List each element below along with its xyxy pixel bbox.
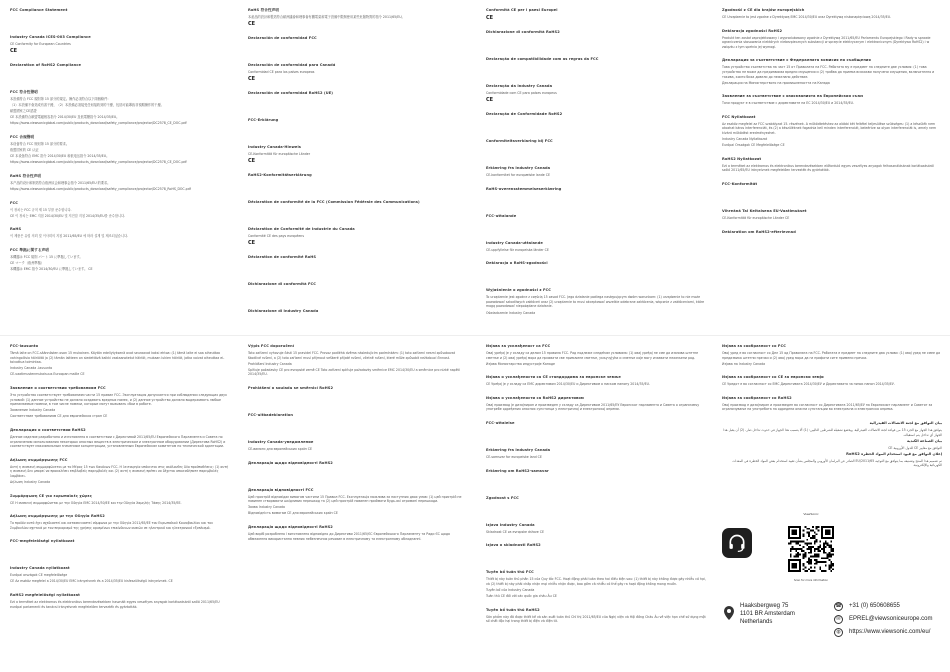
section-text: https://www.viewsonicglobal.com/public/products_download/safety_compliance/projector/DC2578_CE_DOC.pdf: [10, 160, 187, 165]
section-heading: Заявление за съответствие с изискванията на Европейския съюз: [722, 94, 864, 99]
section-text: 이 제품은 유럽 의회 및 이사회의 지침 2011/65/EU 에 따라 설계 및 제조되었습니다.: [10, 234, 129, 239]
section-text: CE-Konformität für europäische Länder: [248, 152, 311, 157]
section-heading: Declaration of RoHS2 Compliance: [10, 63, 82, 68]
regulatory-section: [248, 309, 468, 314]
regulatory-section: [722, 94, 942, 106]
section-heading: Συμμόρφωση CE για ευρωπαϊκές χώρες: [10, 493, 92, 498]
section-text: 歐盟國家之CE認證: [10, 109, 37, 114]
section-text: Το προϊόν αυτό έχει σχεδιαστεί και κατασκευαστεί σύμφωνα με την Οδηγία 2011/65/ΕΕ του Ευρωπαϊκού Κοινοβουλίου και του Συμβουλίου σχετικά με τον περιορισμό της χρήσης ορισμένων επικίνδυνων ουσιών σε ηλεκτρικό και ηλεκτρονικό εξοπλισμό.: [10, 521, 213, 530]
column-bottom-4: [722, 344, 942, 522]
brand-name: ViewSonic: [803, 512, 819, 516]
column-bottom-3: [486, 344, 706, 668]
section-text: Ezt a terméket az elektromos és elektronikus berendezésekben előforduló egyes veszélyes anyagok felhasználásának korlátozásáról szóló 2011/65/EU irányelvnek megfelelően tervezték és gyártották.: [722, 163, 934, 173]
regulatory-section: [248, 118, 468, 123]
regulatory-section: [486, 421, 706, 426]
section-text: Відповідність вимогам CE для європейських країн CE: [248, 511, 338, 516]
section-heading: Conformiteitsverklaring bij FCC: [486, 139, 553, 144]
section-heading: FCC-lausunto: [10, 344, 39, 348]
section-heading: Dichiarazione di conformità RoHS2: [486, 30, 560, 34]
column-top-4: [722, 8, 942, 332]
section-text: To urządzenie jest zgodne z częścią 15 zasad FCC. Jego działanie podlega następującym dwóm warunkom: (1) urządzenie to nie może powodować szkodliwych zakłóceń oraz (2) urządzenie to musi akceptować wszelkie odebrane zakłócenia, włącznie z zakłóceniami, które mogą powodować niepożądane działanie.: [486, 295, 705, 309]
arabic-statements: [722, 421, 942, 468]
section-text: Conformité CE des pays européens: [248, 234, 304, 239]
section-heading: Декларація щодо відповідності RoHS2: [248, 524, 333, 529]
regulatory-section: [10, 428, 230, 449]
regulatory-section: [722, 375, 942, 387]
regulatory-section: [486, 608, 706, 624]
regulatory-section: [10, 201, 230, 219]
regulatory-section: [10, 593, 230, 609]
contact-info: [722, 600, 942, 660]
regulatory-section: [248, 63, 468, 82]
regulatory-section: [248, 344, 468, 377]
section-heading: RoHS 符合性声明: [10, 173, 42, 178]
email-row: [834, 614, 932, 624]
section-heading: Declaración de conformidad para Canadá: [248, 63, 336, 68]
regulatory-section: [722, 396, 942, 412]
ce-mark: CE: [248, 21, 256, 28]
website-row: [834, 627, 930, 637]
regulatory-section: [486, 344, 706, 366]
section-heading: FCC-megfelelőségi nyilatkozat: [10, 539, 75, 544]
section-text: Conformidad CE para los países europeos: [248, 70, 315, 75]
column-bottom-1: [10, 344, 230, 668]
regulatory-section: [248, 8, 468, 27]
section-text: CE Conformity for European Countries: [10, 42, 71, 46]
section-text: CE 本设备符合 EMC 指令 2014/30/EU 和低电压指令 2014/35/EU。: [10, 154, 110, 159]
section-text: Цей пристрій відповідає вимогам частини 15 Правил FCC. Експлуатація можлива за наступних двох умов: (1) цей пристрій не повинен створювати шкідливих перешкод та (2) цей пристрій повинен приймати будь-які отримані перешкоди.: [248, 494, 462, 504]
section-heading: Industry Canada-уведомление: [248, 439, 314, 444]
arabic-text: تم تصميم هذا المنتج وتصنيعه بما يتوافق مع التوجيه 2011/65/EU الصادر عن البرلمان الأوروبي والمجلس بشأن تقييد استخدام بعض المواد الخطرة في المعدات الكهربائية والإلكترونية.: [732, 458, 942, 468]
arabic-text: يتوافق هذا الجهاز مع الجزء 15 من قواعد لجنة الاتصالات الفيدرالية. ويخضع تشغيله للشرطين التاليين: (1) ألا يتسبب هذا الجهاز في حدوث تداخل ضار، (2) أن يقبل هذا الجهاز أي تداخل يتم استقباله.: [723, 428, 942, 437]
regulatory-section: [248, 488, 468, 516]
section-text: CE-vaatimustenmukaisuus Euroopan maille CE: [10, 372, 85, 377]
regulatory-section: [722, 209, 942, 221]
regulatory-section: [10, 458, 230, 485]
section-heading: Dichiarazione di Industry Canada: [248, 309, 319, 314]
section-heading: Erklæring fra Industry Canada: [486, 166, 551, 171]
section-heading: Декларация за съответствие с Федералната комисия по съобщения: [722, 58, 871, 63]
section-text: https://www.viewsonicglobal.com/public/products_download/safety_compliance/projector/DC2578_RoHS_DOC.pdf: [10, 187, 191, 192]
section-heading: Industry Canada-Hinweis: [248, 145, 302, 150]
section-text: Tuyên bố của Industry Canada: [486, 587, 535, 592]
regulatory-section: [248, 36, 468, 41]
regulatory-section: [248, 91, 468, 96]
section-heading: Декларація щодо відповідності RoHS2: [248, 460, 333, 465]
email-icon: ✉: [834, 615, 843, 624]
section-text: CE Уредот е во согласност со EMC Директивата 2014/30/ЕУ и Директивата за низок напон 2014/35/ЕУ.: [722, 382, 895, 387]
section-text: Sản phẩm này đã được thiết kế và sản xuất tuân thủ Chỉ thị 2011/65/EU của Nghị viện và Hội đồng Châu Âu về việc hạn chế sử dụng một số chất độc hại trong thiết bị điện và điện tử.: [486, 614, 706, 624]
section-text: Skladnost CE za evropske države CE: [486, 529, 545, 534]
regulatory-section: [10, 539, 230, 544]
section-text: 本产品的设计和制造符合欧洲议会和理事会指令 2011/65/EU 的要求。: [10, 180, 111, 185]
section-text: 本设备符合 FCC 规则第 15 部分的要求。: [10, 142, 70, 147]
regulatory-section: [486, 261, 706, 266]
phone-row: [834, 601, 900, 611]
website-link[interactable]: https://www.viewsonic.com/eu/: [849, 629, 931, 635]
regulatory-section: [10, 514, 230, 530]
section-heading: Declaração de compatibilidade com as regras da FCC: [486, 57, 599, 61]
regulatory-section: [10, 386, 230, 419]
regulatory-section: [248, 386, 468, 391]
regulatory-section: [486, 448, 706, 460]
regulatory-section: [486, 241, 706, 253]
section-text: CE 本設備符合歐盟電磁相容指令 2014/30/EU 及低電壓指令 2014/35/EU。: [10, 115, 120, 120]
section-heading: FCC Nyilatkozat: [722, 114, 756, 119]
column-bottom-2: [248, 344, 468, 668]
arabic-text: بيان الصناعة الكندية: [906, 438, 942, 443]
section-heading: FCC-Erklärung: [248, 118, 279, 123]
section-text: Цей виріб розроблено і виготовлено відповідно до Директиви 2011/65/ЄС Європейського Парламенту та Ради ЄС щодо обмеження використання певних небезпечних речовин в електричному та електронному обладнанні.: [248, 531, 451, 541]
section-text: Európai Országok CE Megfelelősége CE: [722, 143, 785, 148]
section-text: Toto zařízení vyhovuje části 15 pravidel FCC. Provoz podléhá dvěma následujícím podmínkám: (1) toto zařízení nesmí způsobovat škodlivé rušení, a (2) toto zařízení musí přijmout veškeré přijaté rušení, včetně rušení, které může způsobit nežádoucí činnost.: [248, 351, 455, 360]
regulatory-section: [486, 166, 706, 178]
section-text: Ezt a terméket az elektromos és elektronikus berendezésekben használt egyes veszélyes anyagok korlátozásáról szóló 2011/65/EU európai parlamenti és tanácsi irányelvnek megfelelően tervezték és gyártották.: [10, 600, 220, 609]
section-heading: Заявление о соответствии требованиям FCC: [10, 385, 106, 390]
regulatory-section: [486, 375, 706, 387]
section-text: CE Η συσκευή συμμορφώνεται με την Οδηγία EMC 2014/30/ΕΕ και την Οδηγία Χαμηλής Τάσης 2014/35/ΕΕ.: [10, 500, 182, 505]
section-text: Овој уред е во согласност со Дел 15 од Правилата на FCC. Работата е предмет на следните два услови: (1) овој уред не смее да предизвика штетни пречки и (2) овој уред мора да ги прифати сите примени пречки.: [722, 351, 941, 360]
section-text: 本設備符合 FCC 規則第 15 部分的規定。操作必須符合以下兩個條件：: [10, 97, 111, 102]
section-text: 이 장치는 FCC 규칙 제 15 부를 준수합니다.: [10, 207, 72, 212]
section-heading: Декларация о соответствии RoHS2: [10, 427, 86, 432]
map-pin-icon: [724, 606, 734, 620]
ce-mark: CE: [248, 240, 256, 247]
section-heading: RoHS2 megfelelőségi nyilatkozat: [10, 593, 80, 598]
regulatory-section: [248, 173, 468, 178]
ce-mark: CE: [248, 158, 256, 165]
section-text: Декларация на Министерството на промишлеността на Канада: [722, 80, 830, 85]
section-heading: RoHS-overensstemmelseserklæring: [486, 186, 562, 191]
section-heading: Izjava Industry Canada: [486, 522, 535, 527]
regulatory-section: [486, 84, 706, 103]
section-heading: Erklæring fra Industry Canada: [486, 448, 551, 453]
arabic-text: التوافق مع معايير CE للدول الأوروبية CE: [888, 445, 942, 450]
section-heading: Declaração da Industry Canada: [486, 84, 553, 88]
section-heading: Deklaracja o RoHS-zgodności: [486, 261, 548, 266]
section-heading: Tuyên bố tuân thủ FCC: [486, 570, 534, 575]
regulatory-section: [248, 145, 468, 164]
section-heading: Δήλωση συμμόρφωσης με την Οδηγία RoHS2: [10, 514, 105, 519]
arabic-text: إعلان التوافق مع قيود استخدام المواد الخطرة RoHS2: [846, 451, 942, 456]
section-heading: Δήλωση συμμόρφωσης FCC: [10, 457, 68, 462]
section-text: Produkt ten został zaprojektowany i wyprodukowany zgodnie z Dyrektywą 2011/65/EU Parlamentu Europejskiego i Rady w sprawie ograniczenia stosowania niektórych niebezpiecznych substancji w sprzęcie elektrycznym i elektronicznym (Dyrektywa RoHS2) i w związku z tym spełnia jej wymogi.: [722, 35, 931, 49]
section-heading: Výpis FCC doporučení: [248, 344, 295, 348]
regulatory-section: [10, 344, 230, 377]
section-heading: Dichiarazione di conformità FCC: [248, 282, 317, 287]
section-heading: Zgodnost s FCC: [486, 495, 519, 500]
regulatory-section: [10, 8, 230, 13]
section-text: Európai országok CE megfelelősége: [10, 573, 68, 578]
section-heading: Декларація відповідності FCC: [248, 487, 314, 492]
section-heading: Deklaracja zgodności RoHS2: [722, 28, 783, 33]
section-text: Данное изделие разработано и изготовлено в соответствии с Директивой 2011/65/EU Европейского Парламента и Совета по ограничению использования некоторых опасных веществ в электрическом и электронном оборудовании (Директива RoHS2) и соответствует максимальным значениям концентрации, установленным Европейским комитетом по технической адаптации.: [10, 434, 226, 449]
regulatory-section: [722, 230, 942, 235]
regulatory-section: [486, 396, 706, 412]
section-text: Изјава Министарства индустрије Канаде: [486, 361, 556, 366]
regulatory-section: [486, 112, 706, 117]
address: [740, 602, 795, 626]
regulatory-section: [10, 248, 230, 272]
qr-caption: Scan for more information: [793, 579, 829, 582]
section-text: CE Urządzenie to jest zgodne z Dyrektywą EMC 2014/30/EU oraz Dyrektywą niskonapięciową 2014/35/EU.: [722, 15, 892, 19]
section-text: CE-Konformität für europäische Länder CE: [722, 216, 790, 220]
section-text: Заявление Industry Canada: [10, 408, 56, 413]
section-heading: Изјава о усклађености са RoHS2 директивом: [486, 395, 584, 400]
section-text: 本機器は FCC 規則 パート 15 に準拠しています。: [10, 254, 83, 259]
regulatory-section: [10, 494, 230, 506]
phone-number[interactable]: +31 (0) 650608655: [849, 603, 900, 609]
section-heading: Tuyên bố tuân thủ RoHS2: [486, 607, 540, 612]
section-text: CE Уређај је у складу са EMC директивом 2014/30/EU и Директивом о ниском напону 2014/35/EU.: [486, 382, 650, 387]
regulatory-section: [722, 344, 942, 366]
section-text: Industry Canada Nyilatkozat: [722, 137, 768, 142]
regulatory-section: [248, 413, 468, 418]
section-text: https://www.viewsonicglobal.com/public/products_download/safety_compliance/projector/DC2578_CE_DOC.pdf: [10, 121, 187, 126]
section-heading: Conformità CE per i paesi Europei: [486, 8, 558, 12]
section-heading: Déclaration de Conformité de Industrie du Canada: [248, 227, 355, 232]
regulatory-section: [486, 570, 706, 598]
regulatory-section: [486, 523, 706, 535]
section-text: CE-вимоги для європейських країн CE: [248, 446, 312, 451]
section-text: Овај уређај је у складу са делом 15 правила FCC. Рад подлеже следећим условима: (1) овај уређај не сме да изазива штетне сметње и (2) овај уређај мора да прихвати све примљене сметње, укључујући и сметње које могу изазвати нежељени рад.: [486, 351, 699, 360]
regulatory-section: [10, 90, 230, 126]
regulatory-section: [10, 174, 230, 192]
regulatory-section: [486, 187, 706, 192]
section-heading: FCC-Konformität: [722, 182, 758, 186]
regulatory-section: [248, 200, 468, 205]
section-heading: Изјава за усклађеност са FCC: [486, 344, 551, 348]
column-top-1: [10, 8, 230, 332]
regulatory-section: [248, 227, 468, 246]
section-text: Αυτή η συσκευή συμμορφώνεται με το Μέρος 15 των Κανόνων FCC. Η λειτουργία υπόκειται στις ακόλουθες δύο προϋποθέσεις: (1) αυτή η συσκευή δεν μπορεί να προκαλέσει επιβλαβείς παρεμβολές και (2) αυτή η συσκευή πρέπει να δέχεται οποιεσδήποτε παρεμβολές λαμβάνει.: [10, 464, 229, 478]
regulatory-section: [722, 115, 942, 148]
column-top-3: [486, 8, 706, 332]
address-line-1: Haaksbergweg 75: [740, 603, 789, 609]
section-heading: Изјава о усклађености са CE стандардима за европске земље: [486, 375, 621, 380]
section-text: Oświadczenie Industry Canada: [486, 310, 536, 315]
qr-code: [788, 526, 834, 578]
section-text: Conformidade com CE para países europeus: [486, 91, 557, 95]
phone-icon: ☎: [835, 603, 842, 609]
regulatory-section: [722, 8, 942, 20]
section-text: CE 이 장치는 EMC 지침 2014/30/EU 및 저전압 지침 2014/35/EU를 준수합니다.: [10, 213, 126, 218]
section-heading: FCC Compliance Statement: [10, 8, 68, 12]
regulatory-section: [486, 30, 706, 35]
regulatory-section: [722, 58, 942, 85]
section-text: Tuân thủ CE đối với các quốc gia châu Âu CE: [486, 594, 557, 599]
section-heading: RoHS2 Nyilatkozat: [722, 156, 762, 161]
section-text: Δήλωση Industry Canada: [10, 480, 51, 484]
headset-logo-icon: [722, 528, 752, 558]
section-heading: FCC 準拠に関する声明: [10, 247, 49, 252]
ce-mark: CE: [10, 48, 18, 55]
section-text: Овој производ е дизајниран и произведен во согласност со Директивата 2011/65/ЕУ на Европскиот парламент и Советот за ограничување на употребата на одредени опасни супстанции во електрична и електронска опрема.: [722, 402, 933, 412]
section-text: Соответствие требованиям CE для европейских стран CE: [10, 414, 108, 419]
section-text: 本機器は EMC 指令 2014/30/EU に準拠しています。 CE: [10, 267, 93, 272]
regulatory-section: [722, 157, 942, 173]
section-text: Заява Industry Canada: [248, 505, 286, 510]
section-heading: RoHS2-Konformitätserklärung: [248, 173, 312, 178]
regulatory-section: [486, 214, 706, 219]
section-text: 欧盟国家的 CE 认证: [10, 148, 39, 153]
section-text: CE マーク（欧州準拠）: [10, 261, 44, 265]
section-text: Овај производ је дизајниран и произведен у складу са Директивом 2011/65/ЕУ Европског парламента и Савета о ограничењу употребе одређених опасних супстанци у електричној и електронској опреми.: [486, 402, 700, 412]
address-line-2: 1101 BR Amsterdam: [740, 611, 795, 617]
section-heading: FCC-uttalande: [486, 213, 517, 218]
section-heading: FCC-uitbadeklaration: [248, 412, 294, 417]
section-heading: Vihreänä Tai Keltaisena EU-Vaatimukset: [722, 209, 807, 213]
section-heading: RoHS: [10, 227, 22, 232]
section-heading: Wyjaśnienie o zgodności z FCC: [486, 288, 551, 293]
section-heading: Izjava o skladnosti RoHS2: [486, 543, 541, 548]
regulatory-section: [10, 63, 230, 68]
section-heading: Изјава за сообразност со CE за европски земји: [722, 375, 824, 380]
section-text: Tämä laite on FCC-säännösten osan 15 mukainen. Käytön edellytyksenä ovat seuraavat kaksi ehtoa: (1) tämä laite ei saa aiheuttaa vahingollisia häiriöitä ja (2) tämän laitteen on siedettävä kaikki vastaanotetut häiriöt, mukaan lukien häiriöt, jotka voivat aiheuttaa ei-toivottua toimintaa.: [10, 351, 225, 365]
section-heading: Изјава за сообразност со FCC: [722, 344, 786, 348]
regulatory-section: [486, 469, 706, 474]
section-text: Industry Canada -lausunto: [10, 366, 53, 371]
column-top-2: [248, 8, 468, 332]
brand-contact-block: [722, 512, 942, 672]
regulatory-section: [486, 57, 706, 62]
section-text: Този продукт е в съответствие с директивите на ЕС 2014/30/EU и 2014/35/EU.: [722, 101, 854, 106]
section-heading: Declaración de conformidad RoHS2 (UE): [248, 91, 334, 96]
regulatory-section: [10, 35, 230, 54]
section-heading: Prohlášení o souladu se směrnicí RoHS2: [248, 385, 334, 390]
regulatory-section: [248, 282, 468, 287]
regulatory-section: [10, 566, 230, 584]
ce-mark: CE: [486, 97, 494, 104]
section-heading: FCC 合規聲明: [10, 135, 35, 140]
section-text: CE-samsvar for europeiske land CE: [486, 455, 542, 460]
section-heading: Erklæring om RoHS2-samsvar: [486, 468, 549, 473]
section-text: Prohlášení Industry Canada: [248, 361, 292, 366]
section-text: （1）本設備不會造成有害干擾，（2）本設備必須接受任何接收到的干擾，包括可能導致非預期操作的干擾。: [10, 103, 164, 108]
section-text: Это устройство соответствует требованиям части 15 правил FCC. Эксплуатация допускается при соблюдении следующих двух условий: (1) данное устройство не должно создавать вредных помех, и (2) данное устройство должно выдерживать любые принимаемые помехи, в том числе помехи, которые могут вызывать сбои в работе.: [10, 392, 227, 407]
arabic-text: بيان التوافق مع لجنة الاتصالات الفيدرالية: [869, 421, 942, 426]
section-text: CE-konformitet for europæiske lande CE: [486, 173, 550, 178]
section-heading: RoHS 符合性声明: [248, 8, 280, 12]
regulatory-section: [486, 543, 706, 548]
section-text: Splňuje požadavky CE pro evropské země CE Toto zařízení splňuje požadavky směrnice EMC 2014/30/EU a směrnice pro nízké napětí 2014/35/EU.: [248, 367, 460, 377]
ce-mark: CE: [248, 76, 256, 83]
section-text: Az eszköz megfelel az FCC szabályzat 15. részének. A működtetéshez az alábbi két feltétel teljesülése szükséges: (1) a készülék nem okozhat káros interferenciát, és (2) a készüléknek fogadnia kell minden interferenciát, beleértve az olyan interferenciát is, amely nem kívánt működést eredményezhet.: [722, 121, 937, 136]
section-heading: Industry Canada nyilatkozat: [10, 566, 70, 571]
regulatory-section: [10, 227, 230, 239]
section-heading: Declaración de conformidad FCC: [248, 36, 317, 41]
regulatory-section: [722, 182, 942, 187]
section-text: CE-uppfyllelse för europeiska länder CE: [486, 247, 549, 252]
address-line-3: Netherlands: [740, 619, 773, 625]
regulatory-section: [722, 29, 942, 50]
regulatory-section: [486, 8, 706, 21]
regulatory-section: [248, 461, 468, 466]
section-heading: Изјава за сообразност со RoHS2: [722, 395, 792, 400]
regulatory-section: [248, 440, 468, 452]
regulatory-section: [248, 525, 468, 541]
section-text: CE Az eszköz megfelel a 2014/30/EU EMC irányelvnek és a 2014/35/EU kisfeszültségű irányelvnek. CE: [10, 579, 173, 584]
regulatory-section: [248, 255, 468, 260]
section-heading: Zgodność z CE dla krajów europejskich: [722, 8, 805, 12]
section-text: Изјава на Industry Canada: [722, 361, 766, 366]
regulatory-section: [486, 139, 706, 144]
section-text: 本產品的設計和製造符合歐洲議會和理事會有關電氣和電子設備中限制使用某些危險物質的指令 2011/65/EU。: [248, 15, 405, 19]
section-heading: Declaração de Conformidade RoHS2: [486, 112, 563, 117]
section-heading: Industry Canada-uttalande: [486, 240, 543, 245]
regulatory-section: [486, 288, 706, 315]
regulatory-section: [10, 135, 230, 165]
section-heading: FCC-uttalelse: [486, 421, 515, 426]
ce-mark: CE: [486, 15, 494, 21]
globe-icon: ◍: [834, 628, 843, 637]
section-heading: FCC: [10, 200, 19, 205]
section-heading: FCC 符合性聲明: [10, 90, 38, 95]
section-text: Thiết bị này tuân thủ phần 15 của Quy tắc FCC. Hoạt động phải tuân theo hai điều kiện sau: (1) thiết bị này không được gây nhiễu có hại, và (2) thiết bị này phải chấp nhận mọi nhiễu nhận được, bao gồm cả nhiễu có thể gây ra hoạt động không mong muốn.: [486, 577, 706, 586]
section-heading: Déclaration de conformité de la FCC (Commission Fédérale des Communications): [248, 200, 420, 205]
section-heading: Déclaration de conformité RoHS: [248, 255, 317, 260]
regulatory-section: [486, 496, 706, 501]
section-text: Това устройство съответства на част 15 от Правилата на FCC. Работата му е предмет на следните две условия: (1) това устройство не може да предизвиква вредни смущения и (2) трябва да приема всякакви получени смущения, включително и такива, които биха довели до нежелано действие.: [722, 65, 935, 79]
bottom-half-page: [0, 336, 950, 672]
section-heading: Industry Canada ICES-003 Compliance: [10, 35, 91, 39]
section-heading: Deklaration om RoHS2-efterlevnad: [722, 229, 796, 234]
email-link[interactable]: EPREL@viewsoniceurope.com: [849, 616, 933, 622]
